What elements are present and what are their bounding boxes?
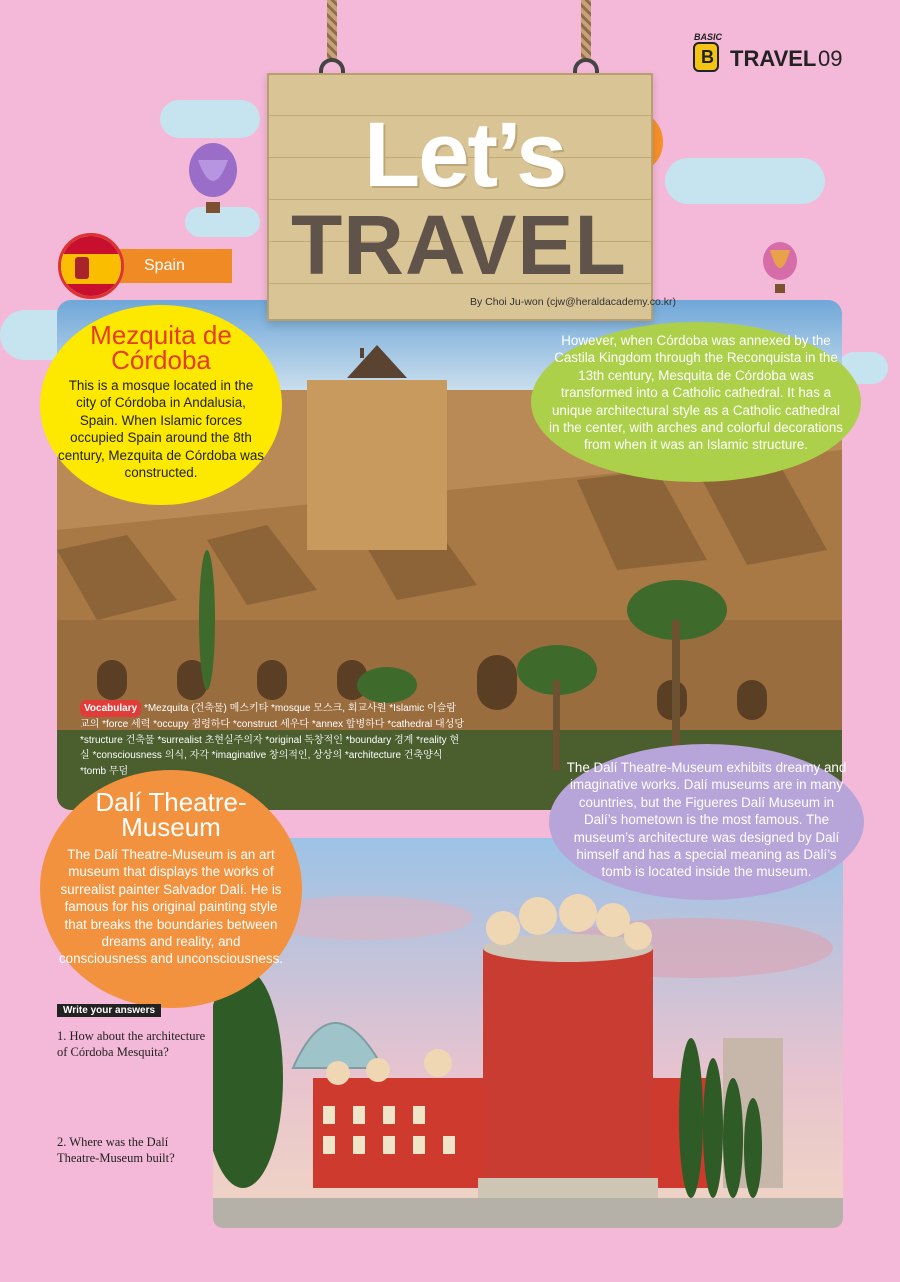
mezquita-text: This is a mosque located in the city of Córdoba in Andalusia, Spain. When Islamic forces occupied Spain around the 8th century, Mezquita de Córdoba was constructed. [58,378,264,481]
sign-hook-left [319,58,345,74]
magazine-logo [693,32,721,72]
vocabulary-label: Vocabulary [80,700,141,717]
logo-small-text: BASIC [694,32,723,42]
byline: By Choi Ju-won (cjw@heraldacademy.co.kr) [470,296,676,308]
dali-text: The Dalí Theatre-Museum is an art museum that displays the works of surrealist painter Salvador Dalí. He is famous for his original painting style that breaks the boundaries between dreams and reality, and consciousness and unconsciousness. [58,847,284,967]
title-line-1: Let’s [364,104,566,206]
section-title: TRAVEL [730,46,817,71]
dali-info-bubble [549,744,864,900]
country-tag [114,249,232,283]
cloud [665,158,825,204]
question-1: 1. How about the architecture of Córdoba Mesquita? [57,1029,206,1059]
cloud [160,100,260,138]
answers-label: Write your answers [57,1004,161,1017]
dali-title: Dalí Theatre-Museum [95,787,247,842]
mezquita-bubble [40,305,282,505]
title-line-2: TRAVEL [291,198,627,292]
vocabulary-text: *Mezquita (건축물) 메스키타 *mosque 모스크, 회교사원 *Islamic 이슬람교의 *force 세력 *occupy 점령하다 *construct 세우다 *annex 합병하다 *cathedral 대성당 *structure 건축물 *surrealist 초현실주의자 *original 독창적인 *boundary 경계 *reality 현실 *consciousness 의식, 자각 *imaginative 창의적인, 상상의 *architecture 건축양식 *tomb 무덤 [80,703,464,777]
vocabulary-box [80,700,465,779]
mezquita-history-bubble [531,322,861,482]
question-2: 2. Where was the Dalí Theatre-Museum built? [57,1135,175,1165]
mezquita-title: Mezquita de Córdoba [90,320,232,375]
title-sign-board [267,73,653,321]
logo-letter: B [701,47,714,67]
mezquita-history-text: However, when Córdoba was annexed by the Castila Kingdom through the Reconquista in the 13th century, Mesquita de Córdoba was transformed into a Catholic cathedral. It has a unique architectural style as a Catholic cathedral in the center, with arches and colorful decorations from when it was an Islamic structure. [548,333,844,453]
dali-bubble [40,770,302,1008]
answers-section [57,1000,207,1166]
purple-balloon-icon [188,142,238,217]
country-name: Spain [144,257,185,274]
sign-hook-right [573,58,599,74]
pink-balloon-icon [762,242,798,296]
dali-info-text: The Dalí Theatre-Museum exhibits dreamy and imaginative works. Dalí museums are in many countries, but the Figueres Dalí Museum in Dalí’s hometown is the most famous. The museum’s architecture was designed by Dalí himself and has a special meaning as Dalí’s tomb is located inside the museum. [566,760,847,880]
sign-rope-right [581,0,591,62]
spain-flag-icon [58,233,124,299]
sign-rope-left [327,0,337,62]
page-number: 09 [818,46,843,71]
